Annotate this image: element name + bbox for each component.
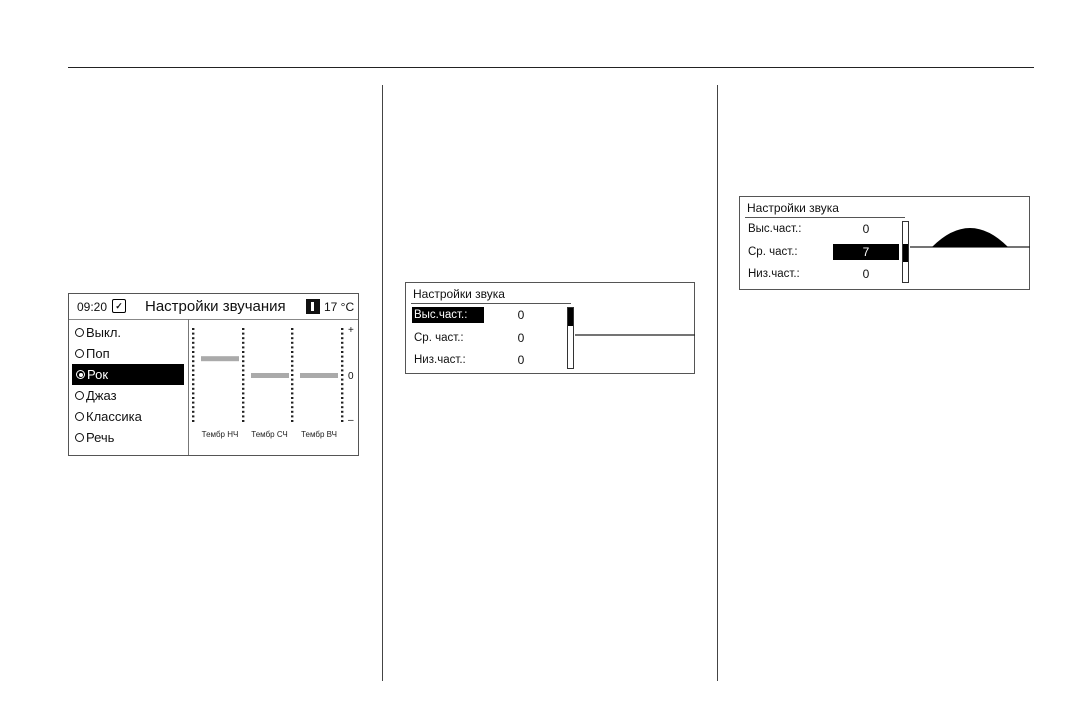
radio-icon — [75, 328, 84, 337]
scale-dot — [291, 402, 293, 404]
preset-item[interactable] — [69, 385, 187, 406]
clock-check-icon: ✓ — [112, 299, 126, 313]
scale-dot — [341, 397, 343, 399]
title-underline — [411, 303, 571, 304]
scale-dot — [192, 365, 194, 367]
band-row-label[interactable]: Низ.част.: — [748, 268, 800, 280]
eq-curve — [575, 303, 695, 363]
scale-dot — [242, 392, 244, 394]
scale-label: – — [348, 415, 354, 426]
scale-dot — [291, 397, 293, 399]
scale-dot — [192, 415, 194, 417]
scale-dot — [192, 328, 194, 330]
radio-selected-icon — [76, 370, 85, 379]
preset-label: Речь — [86, 430, 115, 445]
scale-dot — [291, 351, 293, 353]
scale-dot — [242, 351, 244, 353]
scale-dot — [291, 369, 293, 371]
scale-dot — [341, 365, 343, 367]
preset-item[interactable] — [69, 322, 187, 343]
column-divider-right — [717, 85, 718, 681]
band-level-bar — [201, 356, 239, 361]
scale-dot — [341, 328, 343, 330]
scale-dot — [242, 328, 244, 330]
scale-dot — [291, 365, 293, 367]
scale-dot — [192, 406, 194, 408]
scale-dot — [341, 379, 343, 381]
eq-hump — [932, 228, 1008, 247]
slider-thumb[interactable] — [568, 308, 573, 326]
scale-dot — [291, 360, 293, 362]
scale-dot — [291, 411, 293, 413]
scale-dot — [242, 415, 244, 417]
radio-icon — [75, 391, 84, 400]
scale-dot — [242, 406, 244, 408]
outside-temperature: 17 °C — [324, 300, 355, 314]
band-row-value[interactable]: 0 — [517, 353, 525, 367]
scale-dot — [242, 383, 244, 385]
scale-dot — [242, 402, 244, 404]
scale-dot — [242, 346, 244, 348]
level-slider[interactable] — [567, 307, 574, 369]
column-divider-left — [382, 85, 383, 681]
scale-dot — [192, 374, 194, 376]
scale-dot — [291, 388, 293, 390]
preset-label: Выкл. — [86, 325, 122, 340]
band-label: Тембр СЧ — [251, 430, 288, 439]
scale-dot — [291, 406, 293, 408]
title-underline — [745, 217, 905, 218]
scale-dot — [341, 392, 343, 394]
level-slider[interactable] — [902, 221, 909, 283]
scale-dot — [192, 337, 194, 339]
scale-dot — [242, 379, 244, 381]
radio-icon — [75, 412, 84, 421]
band-row-value[interactable]: 0 — [517, 331, 525, 345]
scale-dot — [192, 392, 194, 394]
scale-dot — [341, 420, 343, 422]
scale-label: 0 — [348, 371, 354, 382]
preset-item[interactable] — [69, 406, 187, 427]
band-label: Тембр НЧ — [201, 430, 239, 439]
scale-dot — [341, 383, 343, 385]
panel-title: Настройки звука — [413, 287, 505, 301]
band-row-value[interactable]: 7 — [833, 244, 899, 260]
thermometer-icon — [306, 299, 320, 314]
band-level-bar — [251, 373, 289, 378]
scale-dot — [242, 369, 244, 371]
scale-dot — [192, 356, 194, 358]
preset-item[interactable] — [72, 364, 184, 385]
scale-dot — [242, 420, 244, 422]
equalizer-graph — [189, 320, 359, 455]
scale-dot — [341, 411, 343, 413]
band-label: Тембр ВЧ — [301, 430, 337, 439]
slider-thumb[interactable] — [903, 244, 908, 262]
preset-label: Поп — [86, 346, 110, 361]
scale-dot — [291, 374, 293, 376]
scale-dot — [291, 420, 293, 422]
screen-header — [69, 294, 358, 320]
scale-dot — [242, 388, 244, 390]
preset-item[interactable] — [69, 427, 187, 448]
scale-dot — [291, 333, 293, 335]
clock-time: 09:20 — [77, 300, 108, 314]
scale-dot — [192, 346, 194, 348]
scale-dot — [192, 351, 194, 353]
scale-dot — [291, 337, 293, 339]
band-row-label[interactable]: Ср. част.: — [748, 246, 798, 258]
scale-dot — [192, 388, 194, 390]
sound-settings-panel-mid — [739, 196, 1030, 290]
scale-dot — [341, 342, 343, 344]
scale-dot — [341, 415, 343, 417]
top-rule — [68, 67, 1034, 68]
scale-dot — [192, 333, 194, 335]
eq-curve — [910, 217, 1030, 277]
scale-dot — [242, 397, 244, 399]
scale-dot — [341, 351, 343, 353]
scale-dot — [341, 374, 343, 376]
preset-label: Классика — [86, 409, 142, 424]
scale-dot — [291, 383, 293, 385]
screen-title: Настройки звучания — [145, 298, 286, 315]
radio-icon — [75, 433, 84, 442]
preset-item[interactable] — [69, 343, 187, 364]
scale-dot — [341, 337, 343, 339]
band-level-bar — [300, 373, 338, 378]
scale-label: + — [348, 325, 354, 336]
scale-dot — [242, 360, 244, 362]
scale-dot — [341, 346, 343, 348]
scale-dot — [242, 342, 244, 344]
scale-dot — [192, 402, 194, 404]
scale-dot — [291, 356, 293, 358]
sound-settings-screen — [68, 293, 359, 456]
scale-dot — [341, 356, 343, 358]
scale-dot — [341, 333, 343, 335]
scale-dot — [192, 383, 194, 385]
scale-dot — [291, 392, 293, 394]
scale-dot — [291, 415, 293, 417]
scale-dot — [341, 406, 343, 408]
panel-title: Настройки звука — [747, 201, 839, 215]
band-row-label[interactable]: Выс.част.: — [748, 223, 802, 235]
preset-label: Рок — [87, 367, 109, 382]
scale-dot — [242, 365, 244, 367]
radio-icon — [75, 349, 84, 358]
scale-dot — [192, 420, 194, 422]
scale-dot — [192, 342, 194, 344]
scale-dot — [242, 356, 244, 358]
scale-dot — [341, 402, 343, 404]
scale-dot — [242, 333, 244, 335]
scale-dot — [192, 397, 194, 399]
band-row-value[interactable]: 0 — [862, 222, 870, 236]
scale-dot — [242, 374, 244, 376]
scale-dot — [341, 360, 343, 362]
scale-dot — [291, 342, 293, 344]
scale-dot — [192, 379, 194, 381]
preset-label: Джаз — [86, 388, 117, 403]
scale-dot — [341, 388, 343, 390]
scale-dot — [341, 369, 343, 371]
scale-dot — [242, 337, 244, 339]
band-row-label[interactable]: Выс.част.: — [412, 307, 484, 323]
scale-dot — [192, 411, 194, 413]
scale-dot — [192, 360, 194, 362]
band-row-label[interactable]: Ср. част.: — [414, 332, 464, 344]
band-row-label[interactable]: Низ.част.: — [414, 354, 466, 366]
scale-dot — [291, 328, 293, 330]
band-row-value[interactable]: 0 — [862, 267, 870, 281]
scale-dot — [192, 369, 194, 371]
sound-settings-panel-treble — [405, 282, 695, 374]
scale-dot — [291, 346, 293, 348]
scale-dot — [242, 411, 244, 413]
preset-list — [69, 322, 187, 448]
band-row-value[interactable]: 0 — [517, 308, 525, 322]
scale-dot — [291, 379, 293, 381]
